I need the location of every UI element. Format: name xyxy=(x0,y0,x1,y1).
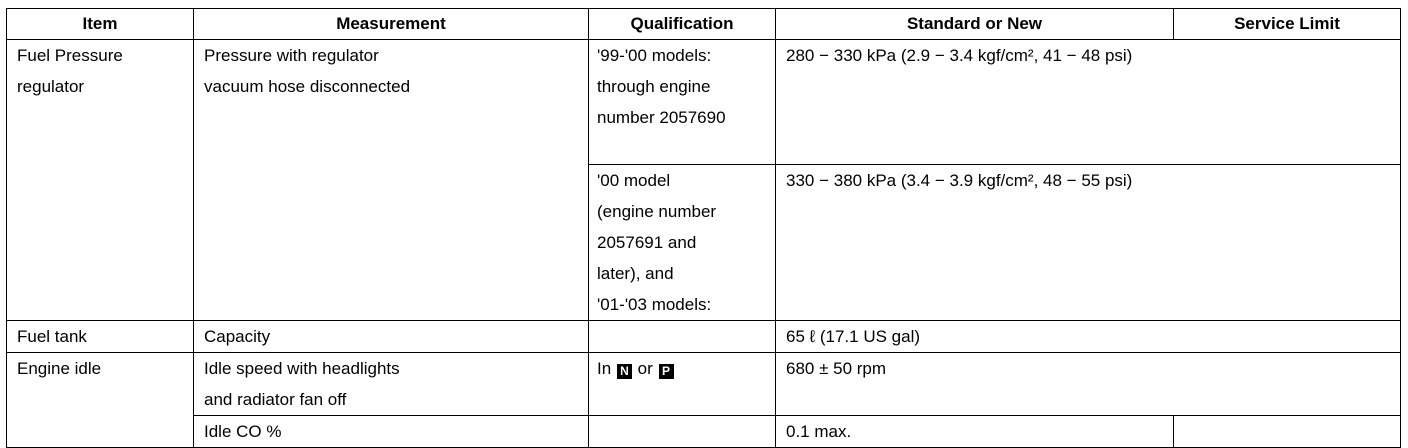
table-row xyxy=(7,321,1401,353)
fuel-pressure-qualification-2: '00 model (engine number 2057691 and later), and '01-'03 models: xyxy=(589,165,776,321)
gear-p-icon: P xyxy=(659,364,674,379)
header-standard-or-new: Standard or New xyxy=(776,9,1174,40)
engine-idle-standard-1: 680 ± 50 rpm xyxy=(776,353,1401,416)
engine-idle-qualification-1 xyxy=(589,353,776,416)
table-row xyxy=(7,353,1401,416)
engine-idle-measurement-2: Idle CO % xyxy=(194,416,589,448)
engine-idle-measurement-1: Idle speed with headlights and radiator fan off xyxy=(194,353,589,416)
header-row xyxy=(7,9,1401,40)
fuel-tank-measurement-cell: Capacity xyxy=(194,321,589,353)
qualification-or: or xyxy=(637,359,653,378)
fuel-tank-qualification-cell xyxy=(589,321,776,353)
fuel-pressure-item-cell: Fuel Pressure regulator xyxy=(7,40,194,321)
qualification-prefix: In xyxy=(597,359,612,378)
table-row xyxy=(7,40,1401,165)
header-service-limit: Service Limit xyxy=(1174,9,1401,40)
engine-idle-qualification-2 xyxy=(589,416,776,448)
fuel-pressure-standard-2: 330 − 380 kPa (3.4 − 3.9 kgf/cm², 48 − 55 psi) xyxy=(776,165,1401,321)
fuel-tank-standard-cell: 65 ℓ (17.1 US gal) xyxy=(776,321,1401,353)
header-item: Item xyxy=(7,9,194,40)
fuel-specifications-table xyxy=(6,8,1401,448)
gear-n-icon: N xyxy=(617,364,632,379)
table-row xyxy=(7,416,1401,448)
fuel-pressure-standard-1: 280 − 330 kPa (2.9 − 3.4 kgf/cm², 41 − 48 psi) xyxy=(776,40,1401,165)
fuel-pressure-measurement-cell: Pressure with regulator vacuum hose disconnected xyxy=(194,40,589,321)
engine-idle-item-cell: Engine idle xyxy=(7,353,194,448)
engine-idle-standard-2: 0.1 max. xyxy=(776,416,1174,448)
fuel-tank-item-cell: Fuel tank xyxy=(7,321,194,353)
fuel-pressure-qualification-1: '99-'00 models: through engine number 2057690 xyxy=(589,40,776,165)
engine-idle-service-limit-2 xyxy=(1174,416,1401,448)
header-qualification: Qualification xyxy=(589,9,776,40)
header-measurement: Measurement xyxy=(194,9,589,40)
